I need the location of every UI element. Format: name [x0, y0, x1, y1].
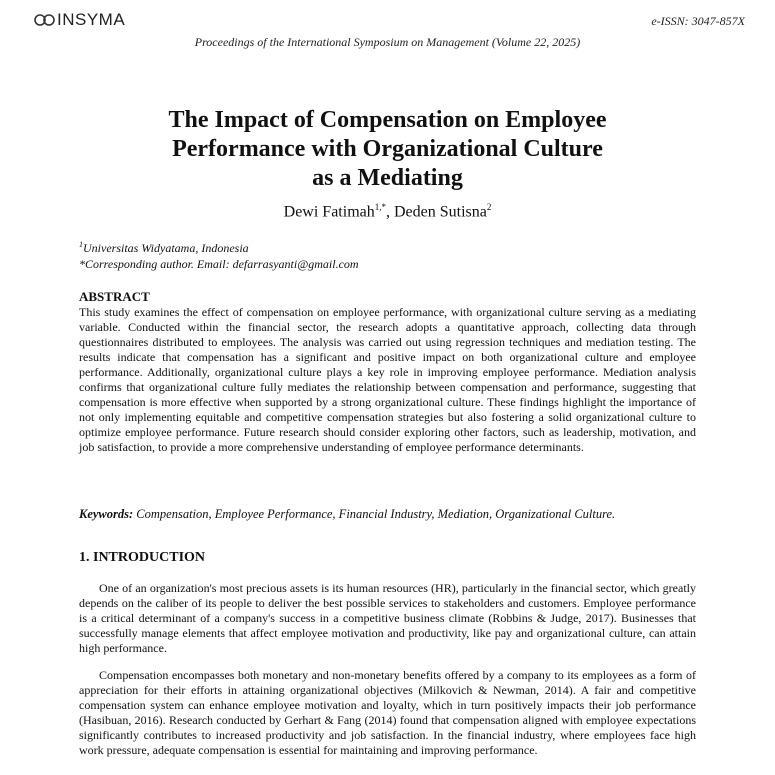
abstract-text: This study examines the effect of compensation on employee performance, with organizational culture serving as a mediating variable. Conducted within the financial sector, the research adopts a quantitative approach, collecting data through questionnaires distributed to employees. The analysis was carried out using regression techniques and mediation testing. The results indicate that compensation has a significant and positive impact on both organizational culture and employee performance. Additionally, organizational culture plays a key role in improving employee performance. Mediation analysis confirms that organizational culture fully mediates the relationship between compensation and performance, suggesting that compensation is more effective when supported by a strong organizational culture. These findings highlight the importance of not only implementing equitable and competitive compensation strategies but also fostering a solid organizational culture to optimize employee performance. Future research should consider exploring other factors, such as leadership, motivation, and job satisfaction, to provide a more comprehensive understanding of employee performance determinants. [79, 305, 696, 454]
title-line: as a Mediating [312, 165, 463, 191]
intro-paragraph: Compensation encompasses both monetary and non-monetary benefits offered by a company to its employees as a form of appreciation for their efforts in attaining organizational objectives (Milkovich & Newman, 2014). A fair and competitive compensation system can enhance employee motivation and loyalty, which in turn positively impacts their job performance (Hasibuan, 2016). Research conducted by Gerhart & Fang (2014) found that compensation aligned with employee expectations significantly contributes to increased productivity and job satisfaction. In the financial industry, where employees face high work pressure, adequate compensation is essential for maintaining and improving performance. [79, 668, 696, 757]
author-affiliation-mark: 2 [486, 202, 492, 212]
keywords [79, 507, 699, 522]
author-list [0, 202, 775, 221]
keywords-text: Compensation, Employee Performance, Financial Industry, Mediation, Organizational Culture. [133, 507, 616, 521]
paper-title [0, 106, 775, 193]
affiliation [79, 240, 249, 256]
corresponding-author: *Corresponding author. Email: defarrasyanti@gmail.com [79, 257, 359, 271]
logo-text: INSYMA [57, 10, 126, 29]
affiliation-text: Universitas Widyatama, Indonesia [83, 241, 249, 255]
author-name: Deden Sutisna [393, 203, 487, 221]
author-affiliation-mark: 1,* [374, 202, 386, 212]
author-name: Dewi Fatimah [283, 203, 375, 221]
title-line: The Impact of Compensation on Employee [168, 107, 607, 133]
logo-rings-icon [34, 13, 56, 27]
issn-label: e-ISSN: 3047-857X [651, 14, 745, 28]
intro-paragraph: One of an organization's most precious assets is its human resources (HR), particularly in the financial sector, which greatly depends on the caliber of its people to deliver the best possible services to stakeholders and customers. Employee performance is a critical determinant of a company's success in a competitive business climate (Robbins & Judge, 2017). Businesses that successfully manage elements that affect employee motivation and productivity, like pay and organizational culture, can attain high performance. [79, 581, 696, 655]
page-header [34, 10, 745, 36]
title-line: Performance with Organizational Culture [172, 136, 603, 162]
author-separator: , [385, 203, 394, 221]
affiliation-mark: 1 [79, 240, 83, 249]
insyma-logo [34, 10, 125, 30]
abstract-heading: ABSTRACT [79, 289, 150, 304]
proceedings-title: Proceedings of the International Symposium on Management (Volume 22, 2025) [194, 35, 581, 49]
keywords-label: Keywords: [79, 507, 134, 521]
introduction-heading: 1. INTRODUCTION [79, 550, 206, 565]
